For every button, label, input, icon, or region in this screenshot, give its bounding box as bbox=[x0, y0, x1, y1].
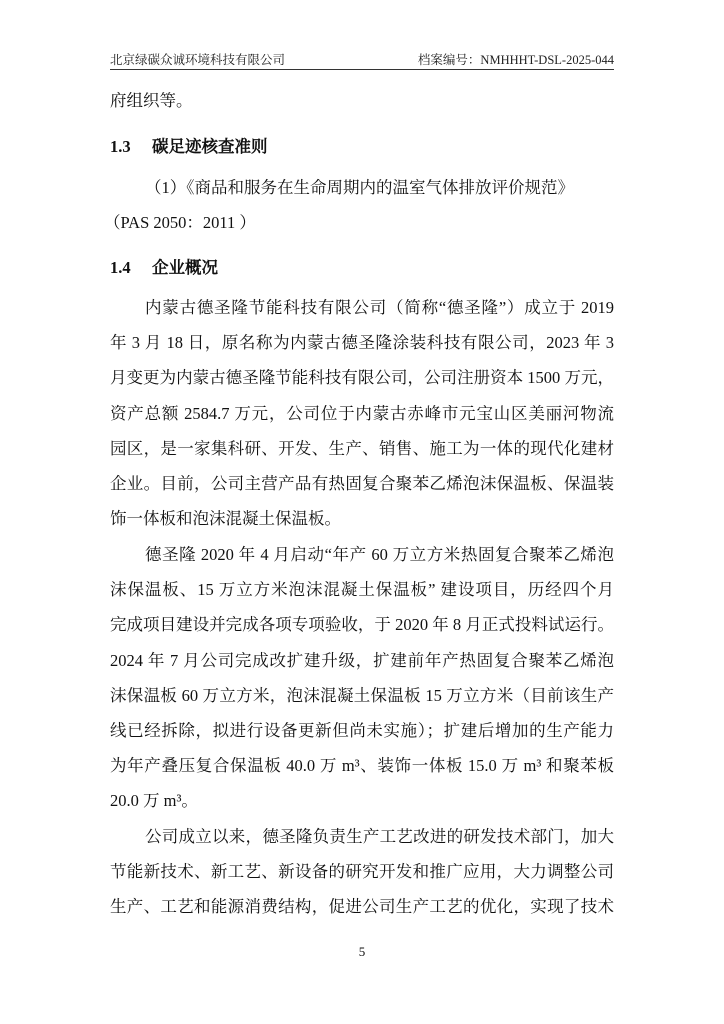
paragraph1-line: 内蒙古德圣隆节能科技有限公司（简称“德圣隆”）成立于 2019 bbox=[145, 298, 614, 317]
criteria-line: （1）《商品和服务在生命周期内的温室气体排放评价规范》 bbox=[145, 178, 574, 197]
paragraph3-line: 节能新技术、新工艺、新设备的研究开发和推广应用，大力调整公司 bbox=[110, 862, 614, 882]
paragraph2-line: 2024 年 7 月公司完成改扩建升级，扩建前年产热固复合聚苯乙烯泡 bbox=[110, 650, 614, 670]
section-heading-1-3 bbox=[110, 137, 614, 157]
section-number: 1.4 bbox=[110, 258, 131, 277]
paragraph3-line: 生产、工艺和能源消费结构，促进公司生产工艺的优化，实现了技术 bbox=[110, 897, 614, 917]
section-heading-1-4 bbox=[110, 258, 614, 278]
criteria-line: （PAS 2050：2011 ） bbox=[104, 213, 256, 232]
paragraph1-line: 企业。目前，公司主营产品有热固复合聚苯乙烯泡沫保温板、保温装 bbox=[110, 474, 614, 493]
header-company: 北京绿碳众诚环境科技有限公司 bbox=[110, 53, 286, 67]
paragraph2-line: 沫保温板、15 万立方米泡沫混凝土保温板” 建设项目，历经四个月 bbox=[110, 580, 614, 600]
paragraph1-line: 园区，是一家集科研、开发、生产、销售、施工为一体的现代化建材 bbox=[110, 438, 614, 458]
paragraph1-line: 资产总额 2584.7 万元，公司位于内蒙古赤峰市元宝山区美丽河物流 bbox=[110, 403, 614, 423]
paragraph1-line: 饰一体板和泡沫混凝土保温板。 bbox=[110, 509, 341, 529]
paragraph2-line: 沫保温板 60 万立方米，泡沫混凝土保温板 15 万立方米（目前该生产 bbox=[110, 685, 614, 705]
section-title: 企业概况 bbox=[152, 258, 218, 277]
paragraph1-line: 月变更为内蒙古德圣隆节能科技有限公司，公司注册资本 1500 万元， bbox=[110, 368, 614, 388]
section-number: 1.3 bbox=[110, 137, 131, 156]
paragraph2-line: 为年产叠压复合保温板 40.0 万 m³、装饰一体板 15.0 万 m³ 和聚苯板 bbox=[110, 756, 614, 776]
paragraph2-line: 20.0 万 m³。 bbox=[110, 791, 198, 811]
paragraph2-line: 线已经拆除，拟进行设备更新但尚未实施）；扩建后增加的生产能力 bbox=[110, 721, 614, 740]
continuation-text: 府组织等。 bbox=[110, 91, 193, 110]
page-number: 5 bbox=[358, 944, 366, 959]
section-title: 碳足迹核查准则 bbox=[152, 137, 268, 156]
paragraph3-line: 公司成立以来，德圣隆负责生产工艺改进的研发技术部门，加大 bbox=[145, 827, 614, 846]
paragraph2-line: 德圣隆 2020 年 4 月启动“年产 60 万立方米热固复合聚苯乙烯泡 bbox=[145, 545, 614, 564]
header-divider bbox=[110, 69, 614, 70]
paragraph2-line: 完成项目建设并完成各项专项验收，于 2020 年 8 月正式投料试运行。 bbox=[110, 615, 614, 635]
header-file-number: 档案编号：NMHHHT-DSL-2025-044 bbox=[417, 53, 614, 67]
paragraph1-line: 年 3 月 18 日，原名称为内蒙古德圣隆涂装科技有限公司，2023 年 3 bbox=[110, 333, 614, 353]
